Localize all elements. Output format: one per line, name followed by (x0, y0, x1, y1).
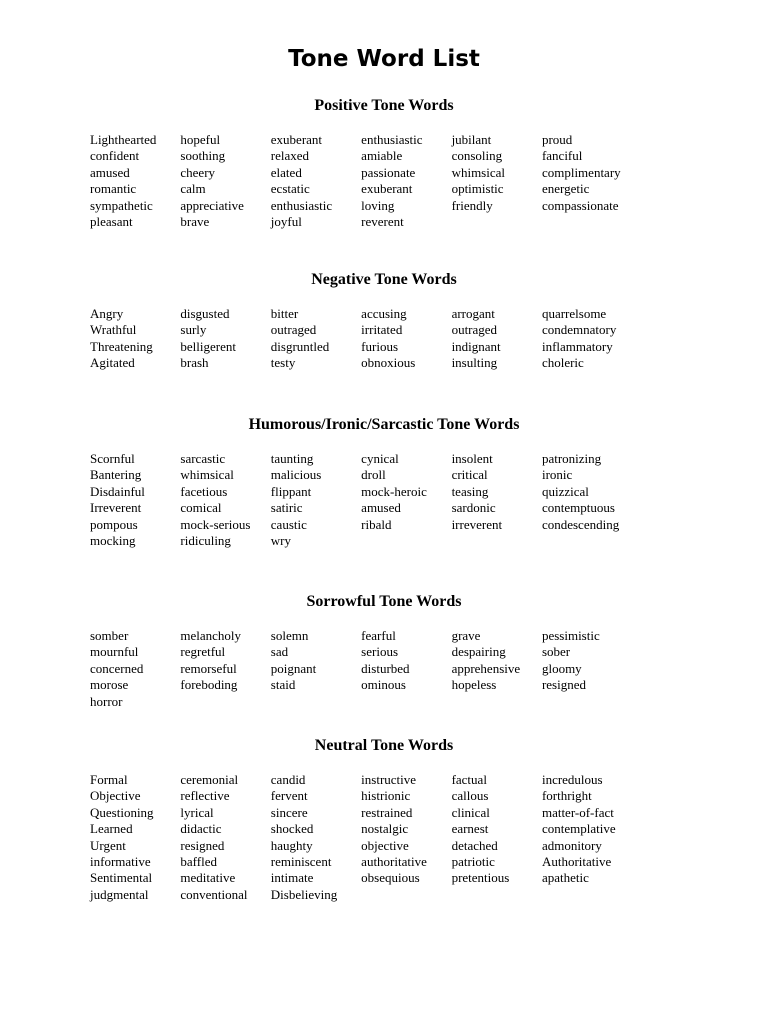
tone-word: quarrelsome (541, 306, 607, 321)
tone-word: sincere (270, 804, 308, 820)
tone-word: earnest (451, 821, 489, 837)
tone-word: cynical (361, 451, 399, 466)
tone-word: hopeful (180, 132, 221, 147)
tone-word: Disbelieving (270, 886, 338, 902)
word-column (452, 772, 542, 903)
word-column (452, 628, 542, 710)
word-column (180, 628, 270, 710)
tone-word: Learned (90, 821, 133, 837)
tone-word: conventional (180, 886, 248, 902)
tone-word: pompous (90, 516, 138, 532)
tone-word: ceremonial (180, 772, 239, 787)
tone-word: confident (90, 148, 140, 164)
tone-word: authoritative (361, 853, 427, 869)
tone-word: flippant (270, 483, 312, 499)
tone-word: indignant (451, 338, 501, 354)
tone-word: proud (541, 132, 573, 147)
tone-word: detached (451, 837, 498, 853)
tone-word: ironic (541, 467, 573, 483)
tone-word: Disdainful (90, 483, 145, 499)
word-column (271, 772, 361, 903)
tone-word: meditative (180, 870, 236, 886)
tone-word: apathetic (541, 870, 589, 886)
tone-word: reminiscent (270, 853, 332, 869)
tone-word: melancholy (180, 628, 242, 643)
tone-word: mournful (90, 644, 139, 660)
tone-word: sarcastic (180, 451, 226, 466)
tone-word: accusing (361, 306, 407, 321)
tone-word: clinical (451, 804, 490, 820)
tone-word: horror (90, 693, 123, 709)
tone-word: enthusiastic (361, 132, 423, 147)
word-column (542, 451, 632, 549)
tone-word: Bantering (90, 467, 142, 483)
tone-word: sad (270, 644, 289, 660)
word-column (542, 132, 632, 230)
tone-word: contemplative (541, 821, 616, 837)
word-column (271, 132, 361, 230)
word-column (271, 451, 361, 549)
tone-word: factual (451, 772, 487, 787)
tone-word: testy (270, 355, 296, 371)
tone-word: sober (541, 644, 571, 660)
word-column (271, 306, 361, 372)
tone-word: outraged (270, 322, 317, 338)
tone-word: energetic (541, 181, 590, 197)
tone-word: didactic (180, 821, 222, 837)
tone-word: compassionate (541, 197, 619, 213)
word-column (90, 772, 180, 903)
tone-word: caustic (270, 516, 307, 532)
tone-word: ecstatic (270, 181, 310, 197)
tone-word: mock-heroic (361, 483, 427, 499)
tone-word: satiric (270, 500, 303, 516)
tone-word: concerned (90, 660, 144, 676)
word-column (180, 451, 270, 549)
tone-word: Formal (90, 772, 128, 787)
tone-word: amiable (361, 148, 403, 164)
tone-word: loving (361, 197, 395, 213)
tone-word: furious (361, 338, 399, 354)
tone-word: surly (180, 322, 207, 338)
tone-word: appreciative (180, 197, 244, 213)
tone-section (0, 592, 768, 709)
tone-word: teasing (451, 483, 489, 499)
word-grid (90, 772, 632, 903)
tone-word: relaxed (270, 148, 310, 164)
word-column (542, 772, 632, 903)
tone-section (0, 736, 768, 902)
tone-word: disturbed (361, 660, 410, 676)
tone-word: haughty (270, 837, 313, 853)
tone-word: nostalgic (361, 821, 409, 837)
tone-word: Angry (90, 306, 124, 321)
tone-word: wry (270, 532, 291, 548)
tone-word: lyrical (180, 804, 214, 820)
tone-word: informative (90, 853, 151, 869)
tone-word: condemnatory (541, 322, 617, 338)
tone-word: hopeless (451, 677, 497, 693)
tone-word: Irreverent (90, 500, 142, 516)
tone-word: calm (180, 181, 206, 197)
tone-word: foreboding (180, 677, 238, 693)
tone-word: disgruntled (270, 338, 330, 354)
tone-word: exuberant (270, 132, 323, 147)
tone-word: ribald (361, 516, 392, 532)
tone-word: obsequious (361, 870, 420, 886)
tone-word: ominous (361, 677, 406, 693)
tone-section (0, 415, 768, 548)
tone-word: sympathetic (90, 197, 153, 213)
tone-word: facetious (180, 483, 228, 499)
word-column (90, 628, 180, 710)
word-column (361, 628, 451, 710)
section-heading: Neutral Tone Words (314, 737, 454, 754)
tone-word: critical (451, 467, 488, 483)
word-column (90, 306, 180, 372)
tone-word: bitter (270, 306, 299, 321)
tone-word: fervent (270, 788, 308, 804)
tone-word: insolent (451, 451, 493, 466)
word-column (452, 451, 542, 549)
tone-word: Questioning (90, 804, 154, 820)
tone-word: irritated (361, 322, 403, 338)
word-column (180, 132, 270, 230)
tone-word: disgusted (180, 306, 230, 321)
tone-word: patronizing (541, 451, 602, 466)
tone-word: mocking (90, 532, 136, 548)
word-grid (90, 132, 632, 230)
tone-word: belligerent (180, 338, 236, 354)
tone-word: histrionic (361, 788, 411, 804)
tone-word: reverent (361, 213, 404, 229)
section-heading: Humorous/Ironic/Sarcastic Tone Words (248, 416, 520, 433)
tone-word: romantic (90, 181, 137, 197)
word-column (180, 772, 270, 903)
word-column (271, 628, 361, 710)
tone-word: Threatening (90, 338, 153, 354)
tone-word: Urgent (90, 837, 126, 853)
tone-word: friendly (451, 197, 493, 213)
tone-word: quizzical (541, 483, 589, 499)
tone-word: insulting (451, 355, 498, 371)
tone-word: patriotic (451, 853, 495, 869)
tone-word: incredulous (541, 772, 603, 787)
word-column (361, 132, 451, 230)
tone-word: cheery (180, 164, 216, 180)
tone-word: serious (361, 644, 399, 660)
tone-word: baffled (180, 853, 217, 869)
tone-word: Authoritative (541, 853, 612, 869)
tone-word: restrained (361, 804, 413, 820)
tone-word: brash (180, 355, 209, 371)
word-grid (90, 306, 632, 372)
tone-section (0, 270, 768, 371)
tone-word: staid (270, 677, 296, 693)
tone-word: regretful (180, 644, 226, 660)
tone-word: callous (451, 788, 489, 804)
word-grid (90, 451, 632, 549)
tone-word: comical (180, 500, 222, 516)
tone-word: complimentary (541, 164, 621, 180)
tone-word: elated (270, 164, 302, 180)
tone-word: candid (270, 772, 306, 787)
tone-word: ridiculing (180, 532, 231, 548)
tone-word: remorseful (180, 660, 237, 676)
tone-word: shocked (270, 821, 314, 837)
tone-word: pleasant (90, 213, 133, 229)
tone-word: Objective (90, 788, 141, 804)
tone-word: judgmental (90, 886, 149, 902)
tone-word: instructive (361, 772, 417, 787)
tone-word: matter-of-fact (541, 804, 614, 820)
tone-word: consoling (451, 148, 503, 164)
tone-word: contemptuous (541, 500, 615, 516)
tone-word: whimsical (180, 467, 234, 483)
tone-word: reflective (180, 788, 230, 804)
tone-word: solemn (270, 628, 309, 643)
tone-word: outraged (451, 322, 498, 338)
tone-word: passionate (361, 164, 416, 180)
tone-word: resigned (541, 677, 586, 693)
tone-word: malicious (270, 467, 322, 483)
tone-word: resigned (180, 837, 225, 853)
word-column (542, 628, 632, 710)
word-grid (90, 628, 632, 710)
tone-word: enthusiastic (270, 197, 333, 213)
tone-word: droll (361, 467, 386, 483)
tone-word: optimistic (451, 181, 504, 197)
tone-word: irreverent (451, 516, 503, 532)
tone-word: Wrathful (90, 322, 137, 338)
tone-word: choleric (541, 355, 584, 371)
tone-word: intimate (270, 870, 314, 886)
tone-word: arrogant (451, 306, 495, 321)
tone-word: sardonic (451, 500, 496, 516)
tone-word: fearful (361, 628, 396, 643)
tone-word: mock-serious (180, 516, 251, 532)
tone-word: amused (90, 164, 130, 180)
tone-word: amused (361, 500, 401, 516)
tone-word: soothing (180, 148, 226, 164)
tone-word: pessimistic (541, 628, 600, 643)
word-column (452, 132, 542, 230)
section-heading: Negative Tone Words (311, 271, 457, 288)
word-column (361, 451, 451, 549)
word-column (180, 306, 270, 372)
tone-word: pretentious (451, 870, 510, 886)
word-column (361, 306, 451, 372)
tone-word: apprehensive (451, 660, 521, 676)
section-heading: Positive Tone Words (314, 97, 454, 114)
word-column (452, 306, 542, 372)
tone-word: jubilant (451, 132, 492, 147)
tone-word: objective (361, 837, 409, 853)
tone-word: obnoxious (361, 355, 416, 371)
word-column (90, 451, 180, 549)
word-column (361, 772, 451, 903)
tone-word: Sentimental (90, 870, 153, 886)
page-title: Tone Word List (288, 46, 480, 72)
tone-word: Agitated (90, 355, 135, 371)
tone-word: gloomy (541, 660, 582, 676)
tone-section (0, 96, 768, 229)
tone-word: Scornful (90, 451, 135, 466)
tone-word: exuberant (361, 181, 413, 197)
tone-word: inflammatory (541, 338, 613, 354)
tone-word: morose (90, 677, 129, 693)
tone-word: forthright (541, 788, 592, 804)
tone-word: somber (90, 628, 129, 643)
tone-word: despairing (451, 644, 506, 660)
tone-word: poignant (270, 660, 317, 676)
tone-word: brave (180, 213, 210, 229)
tone-word: admonitory (541, 837, 602, 853)
tone-word: condescending (541, 516, 620, 532)
tone-word: whimsical (451, 164, 505, 180)
tone-word: fanciful (541, 148, 583, 164)
tone-word: taunting (270, 451, 314, 466)
section-heading: Sorrowful Tone Words (306, 593, 462, 610)
word-column (542, 306, 632, 372)
tone-word: Lighthearted (90, 132, 157, 147)
tone-word: grave (451, 628, 481, 643)
tone-word: joyful (270, 213, 302, 229)
word-column (90, 132, 180, 230)
